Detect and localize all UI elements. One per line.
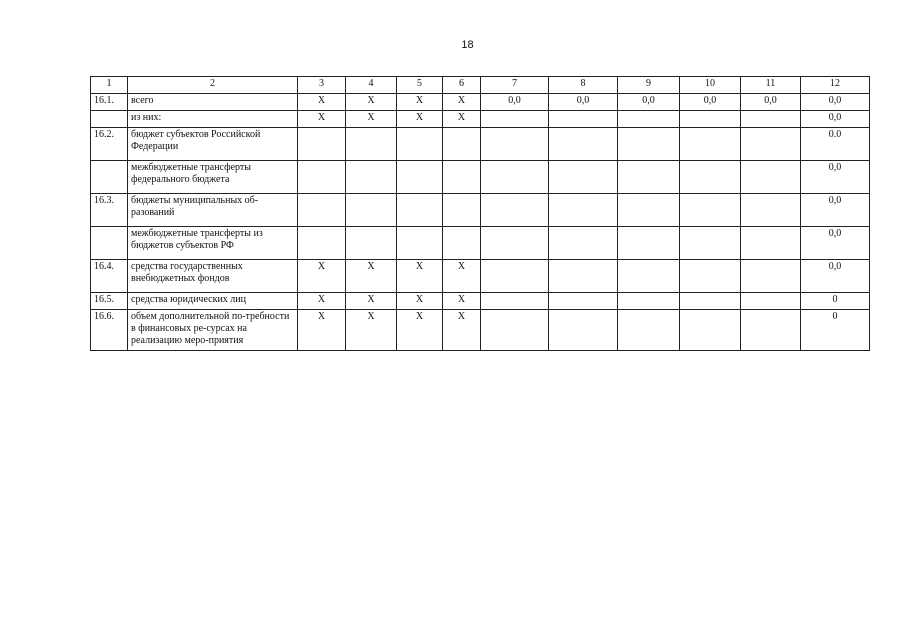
cell-col10 bbox=[680, 227, 741, 260]
cell-col4: X bbox=[346, 111, 397, 128]
header-cell: 5 bbox=[397, 77, 443, 94]
cell-col7: 0,0 bbox=[481, 94, 549, 111]
cell-col7 bbox=[481, 111, 549, 128]
row-number: 16.4. bbox=[91, 260, 128, 293]
cell-col8 bbox=[549, 293, 618, 310]
cell-col11 bbox=[741, 128, 801, 161]
row-number: 16.2. bbox=[91, 128, 128, 161]
row-number bbox=[91, 161, 128, 194]
header-cell: 3 bbox=[298, 77, 346, 94]
cell-col10: 0,0 bbox=[680, 94, 741, 111]
cell-col6: X bbox=[443, 111, 481, 128]
cell-col5: X bbox=[397, 111, 443, 128]
row-number: 16.5. bbox=[91, 293, 128, 310]
cell-col12: 0,0 bbox=[801, 227, 870, 260]
cell-col4 bbox=[346, 227, 397, 260]
table-row bbox=[91, 161, 870, 194]
cell-col7 bbox=[481, 161, 549, 194]
cell-col9 bbox=[618, 227, 680, 260]
cell-col3: X bbox=[298, 94, 346, 111]
cell-col9 bbox=[618, 161, 680, 194]
cell-col4 bbox=[346, 161, 397, 194]
header-cell: 11 bbox=[741, 77, 801, 94]
cell-col9 bbox=[618, 260, 680, 293]
header-cell: 2 bbox=[128, 77, 298, 94]
cell-col4: X bbox=[346, 310, 397, 351]
cell-col6 bbox=[443, 194, 481, 227]
cell-col10 bbox=[680, 260, 741, 293]
cell-col5 bbox=[397, 128, 443, 161]
cell-col12: 0 bbox=[801, 293, 870, 310]
cell-col12: 0.0 bbox=[801, 128, 870, 161]
cell-col8 bbox=[549, 128, 618, 161]
row-number: 16.6. bbox=[91, 310, 128, 351]
cell-col4 bbox=[346, 128, 397, 161]
cell-col12: 0,0 bbox=[801, 111, 870, 128]
cell-col3 bbox=[298, 194, 346, 227]
header-cell: 8 bbox=[549, 77, 618, 94]
row-name: межбюджетные трансферты из бюджетов субъектов РФ bbox=[128, 227, 298, 260]
cell-col12: 0,0 bbox=[801, 161, 870, 194]
page-number: 18 bbox=[461, 39, 474, 51]
table-row bbox=[91, 293, 870, 310]
cell-col3: X bbox=[298, 310, 346, 351]
row-name: межбюджетные трансферты федерального бюджета bbox=[128, 161, 298, 194]
cell-col11 bbox=[741, 194, 801, 227]
cell-col10 bbox=[680, 128, 741, 161]
cell-col5: X bbox=[397, 260, 443, 293]
cell-col5 bbox=[397, 161, 443, 194]
row-name: из них: bbox=[128, 111, 298, 128]
header-cell: 7 bbox=[481, 77, 549, 94]
cell-col4: X bbox=[346, 94, 397, 111]
cell-col8 bbox=[549, 161, 618, 194]
cell-col6: X bbox=[443, 94, 481, 111]
cell-col11 bbox=[741, 111, 801, 128]
cell-col3 bbox=[298, 227, 346, 260]
cell-col7 bbox=[481, 310, 549, 351]
cell-col10 bbox=[680, 194, 741, 227]
cell-col12: 0,0 bbox=[801, 194, 870, 227]
cell-col10 bbox=[680, 310, 741, 351]
cell-col11 bbox=[741, 260, 801, 293]
cell-col11 bbox=[741, 293, 801, 310]
cell-col6 bbox=[443, 128, 481, 161]
table-row bbox=[91, 260, 870, 293]
table-row bbox=[91, 227, 870, 260]
cell-col9 bbox=[618, 310, 680, 351]
cell-col6 bbox=[443, 161, 481, 194]
cell-col4 bbox=[346, 194, 397, 227]
header-cell: 9 bbox=[618, 77, 680, 94]
row-number: 16.1. bbox=[91, 94, 128, 111]
row-name: бюджет субъектов Российской Федерации bbox=[128, 128, 298, 161]
cell-col7 bbox=[481, 293, 549, 310]
cell-col5 bbox=[397, 227, 443, 260]
cell-col3: X bbox=[298, 111, 346, 128]
row-number: 16.3. bbox=[91, 194, 128, 227]
cell-col8 bbox=[549, 111, 618, 128]
row-number bbox=[91, 227, 128, 260]
cell-col3 bbox=[298, 161, 346, 194]
cell-col5: X bbox=[397, 310, 443, 351]
cell-col3: X bbox=[298, 293, 346, 310]
row-name: средства юридических лиц bbox=[128, 293, 298, 310]
table-row bbox=[91, 94, 870, 111]
cell-col5 bbox=[397, 194, 443, 227]
table-row bbox=[91, 310, 870, 351]
cell-col8: 0,0 bbox=[549, 94, 618, 111]
header-cell: 12 bbox=[801, 77, 870, 94]
table-row bbox=[91, 111, 870, 128]
cell-col7 bbox=[481, 128, 549, 161]
cell-col9 bbox=[618, 111, 680, 128]
cell-col10 bbox=[680, 161, 741, 194]
cell-col11: 0,0 bbox=[741, 94, 801, 111]
cell-col5: X bbox=[397, 94, 443, 111]
cell-col12: 0,0 bbox=[801, 94, 870, 111]
cell-col8 bbox=[549, 310, 618, 351]
cell-col9 bbox=[618, 293, 680, 310]
header-row bbox=[91, 77, 870, 94]
row-name: объем дополнительной по-требности в финансовых ре-сурсах на реализацию меро-приятия bbox=[128, 310, 298, 351]
row-name: бюджеты муниципальных об-разований bbox=[128, 194, 298, 227]
cell-col11 bbox=[741, 161, 801, 194]
cell-col7 bbox=[481, 260, 549, 293]
cell-col8 bbox=[549, 227, 618, 260]
cell-col11 bbox=[741, 227, 801, 260]
row-number bbox=[91, 111, 128, 128]
cell-col7 bbox=[481, 194, 549, 227]
cell-col6: X bbox=[443, 260, 481, 293]
header-cell: 6 bbox=[443, 77, 481, 94]
financing-table bbox=[90, 76, 870, 351]
table-row bbox=[91, 128, 870, 161]
cell-col6 bbox=[443, 227, 481, 260]
cell-col7 bbox=[481, 227, 549, 260]
cell-col10 bbox=[680, 293, 741, 310]
cell-col12: 0,0 bbox=[801, 260, 870, 293]
row-name: средства государственных внебюджетных фондов bbox=[128, 260, 298, 293]
cell-col10 bbox=[680, 111, 741, 128]
header-cell: 4 bbox=[346, 77, 397, 94]
header-cell: 10 bbox=[680, 77, 741, 94]
cell-col12: 0 bbox=[801, 310, 870, 351]
header-cell: 1 bbox=[91, 77, 128, 94]
table-row bbox=[91, 194, 870, 227]
cell-col6: X bbox=[443, 293, 481, 310]
cell-col6: X bbox=[443, 310, 481, 351]
cell-col4: X bbox=[346, 260, 397, 293]
cell-col5: X bbox=[397, 293, 443, 310]
cell-col11 bbox=[741, 310, 801, 351]
cell-col3 bbox=[298, 128, 346, 161]
cell-col3: X bbox=[298, 260, 346, 293]
cell-col9 bbox=[618, 128, 680, 161]
cell-col8 bbox=[549, 194, 618, 227]
cell-col9: 0,0 bbox=[618, 94, 680, 111]
row-name: всего bbox=[128, 94, 298, 111]
cell-col9 bbox=[618, 194, 680, 227]
cell-col4: X bbox=[346, 293, 397, 310]
cell-col8 bbox=[549, 260, 618, 293]
